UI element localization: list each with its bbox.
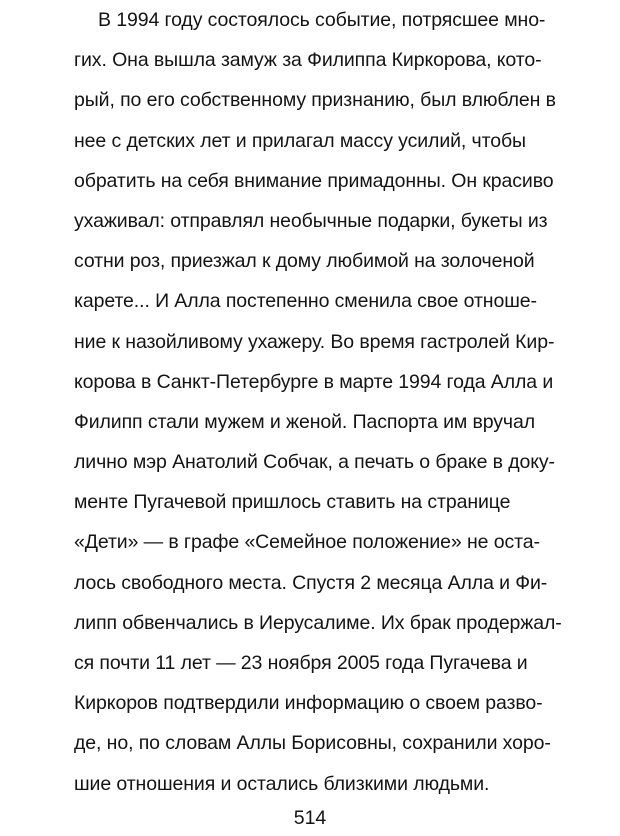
text-line: карете... И Алла постепенно сменила свое отноше- — [74, 290, 537, 313]
text-line: корова в Санкт-Петербурге в марте 1994 года Алла и — [74, 370, 554, 393]
text-line: В 1994 году состоялось событие, потрясшее мно- — [98, 9, 546, 31]
text-line: лось свободного места. Спустя 2 месяца Алла и Фи- — [74, 571, 548, 594]
text-line: обратить на себя внимание примадонны. Он красиво — [74, 169, 554, 192]
text-line: липп обвенчались в Иерусалиме. Их брак продержал- — [74, 611, 562, 634]
text-line: нее с детских лет и прилагал массу усилий, чтобы — [74, 129, 526, 152]
text-line: ухаживал: отправлял необычные подарки, букеты из — [74, 209, 548, 232]
text-line: Киркоров подтвердили информацию о своем разво- — [74, 692, 543, 715]
page-number: 514 — [293, 807, 327, 829]
text-line: «Дети» — в графе «Семейное положение» не оста- — [74, 531, 540, 554]
text-line: рый, по его собственному признанию, был влюблен в — [74, 89, 556, 112]
text-line: сотни роз, приезжал к дому любимой на золоченой — [74, 250, 535, 273]
text-line: лично мэр Анатолий Собчак, а печать о браке в доку- — [74, 451, 555, 474]
text-line: гих. Она вышла замуж за Филиппа Киркорова, кото- — [74, 49, 542, 72]
text-line: де, но, по словам Аллы Борисовны, сохранили хоро- — [74, 732, 551, 755]
body-paragraph — [74, 0, 614, 804]
text-line: ние к назойливому ухажеру. Во время гастролей Кир- — [74, 330, 555, 353]
text-line: менте Пугачевой пришлось ставить на странице — [74, 491, 511, 514]
text-line: Филипп стали мужем и женой. Паспорта им вручал — [74, 410, 536, 433]
text-line: ся почти 11 лет — 23 ноября 2005 года Пугачева и — [74, 652, 528, 674]
text-line: шие отношения и остались близкими людьми. — [74, 772, 490, 795]
